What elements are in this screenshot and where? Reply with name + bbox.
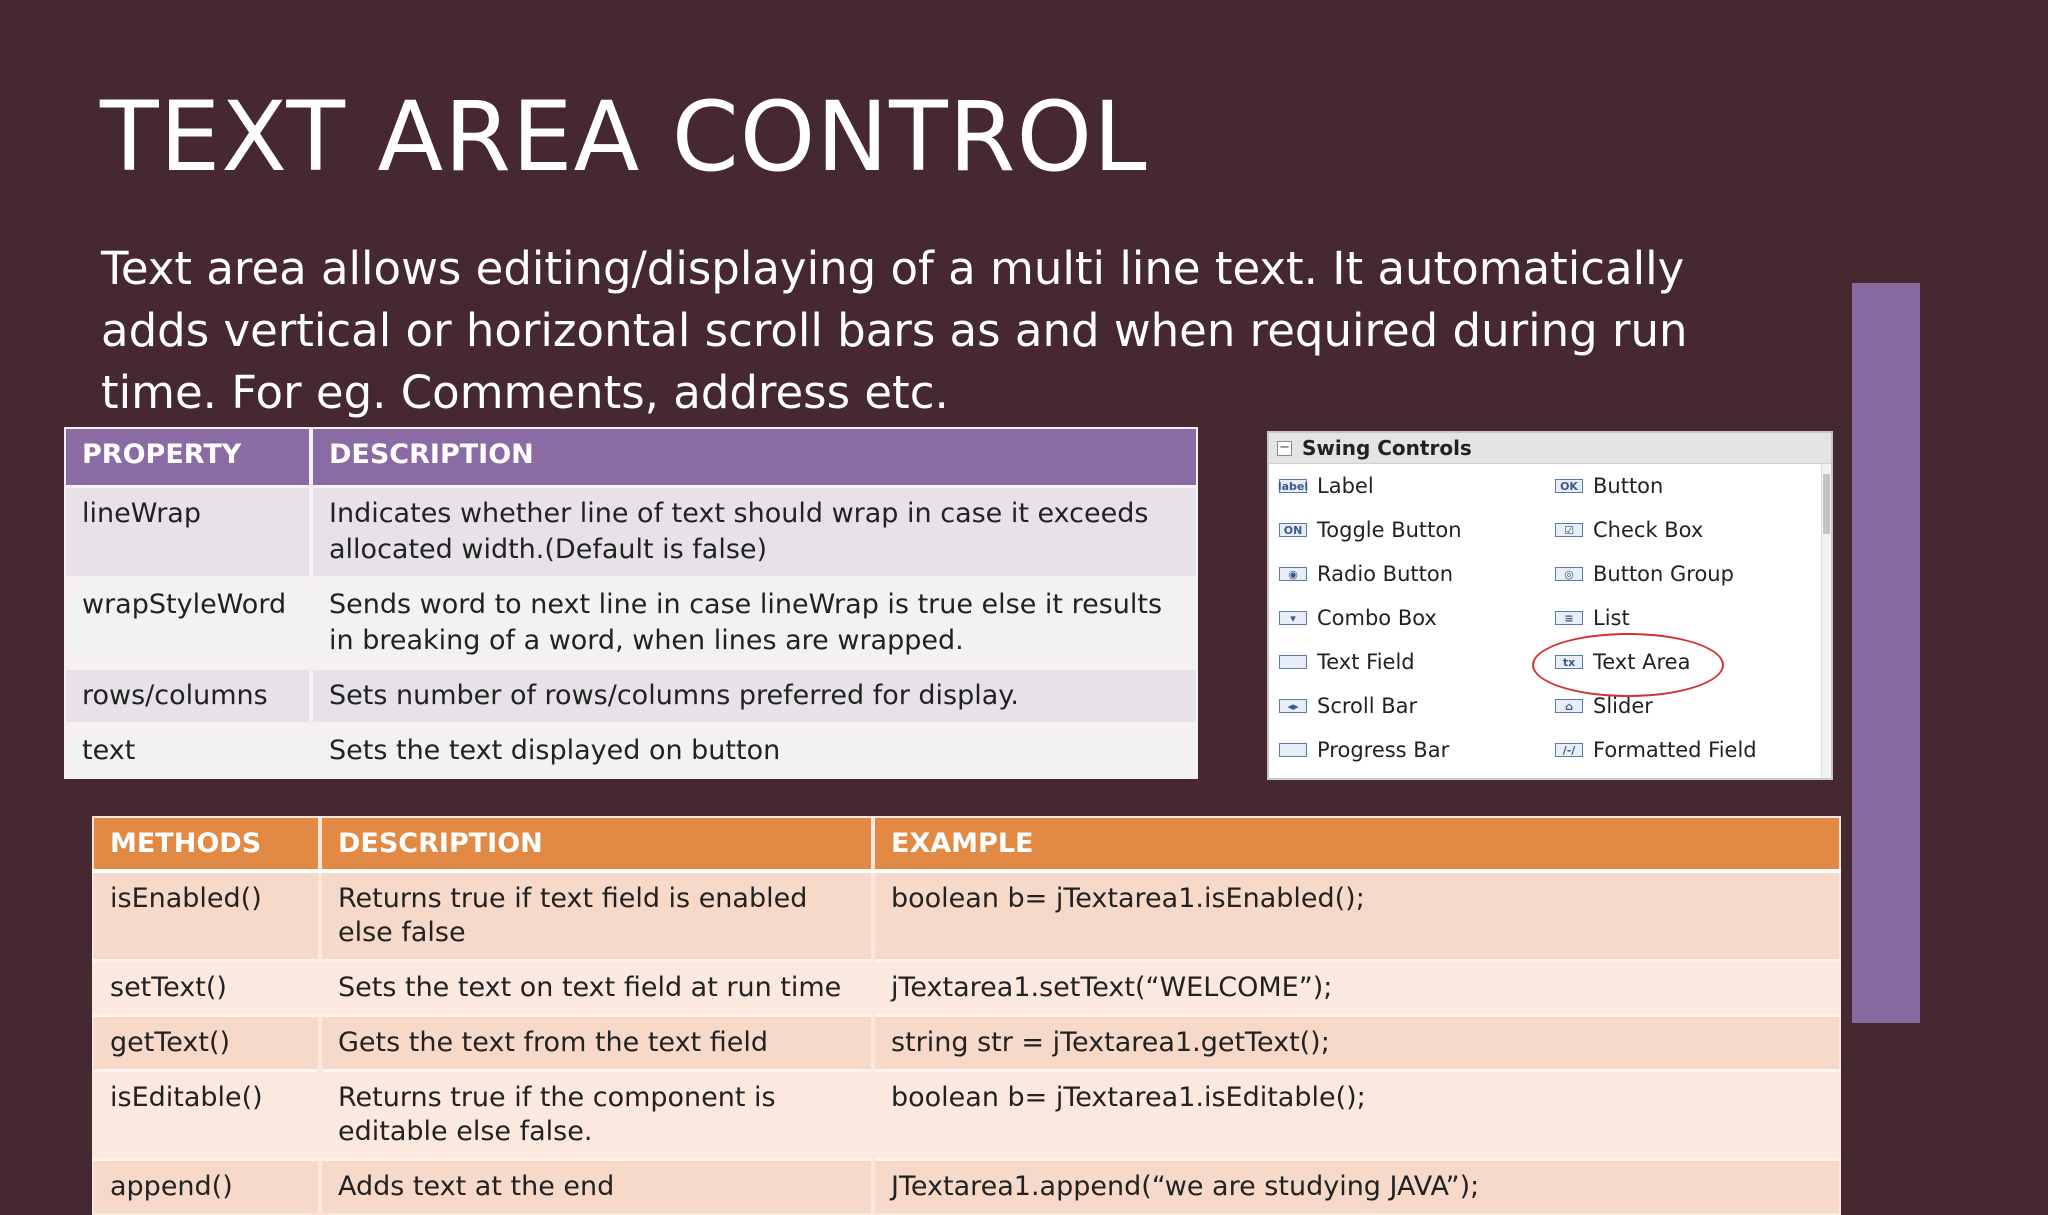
check-box-icon-glyph: ☑ (1555, 523, 1583, 537)
palette-item-label: Radio Button (1317, 562, 1454, 586)
property-description: Sets the text displayed on button (311, 724, 1197, 779)
palette-item-label: Scroll Bar (1317, 694, 1418, 718)
text-field-icon (1277, 651, 1309, 673)
table-row (93, 961, 1840, 1016)
palette-item-label: Check Box (1593, 518, 1704, 542)
method-description: Sets the text on text field at run time (320, 961, 873, 1016)
table-row (93, 1160, 1840, 1215)
description-column-header: DESCRIPTION (320, 817, 873, 871)
method-example: jTextarea1.setText(“WELCOME”); (873, 961, 1840, 1016)
table-row (65, 487, 1197, 578)
property-name: rows/columns (65, 669, 311, 724)
example-column-header: EXAMPLE (873, 817, 1840, 871)
radio-button-icon (1277, 563, 1309, 585)
slider-icon (1553, 695, 1585, 717)
property-name: lineWrap (65, 487, 311, 578)
property-description: Sets number of rows/columns preferred for display. (311, 669, 1197, 724)
properties-table (64, 427, 1198, 779)
radio-button-icon-glyph: ◉ (1279, 567, 1307, 581)
combo-box-icon (1277, 607, 1309, 629)
method-name: isEnabled() (93, 871, 320, 961)
method-example: string str = jTextarea1.getText(); (873, 1016, 1840, 1071)
label-icon (1277, 475, 1309, 497)
palette-item-text-field[interactable] (1269, 640, 1545, 684)
list-icon (1553, 607, 1585, 629)
accent-bar (1852, 283, 1920, 1023)
toggle-button-icon-glyph: ON (1279, 523, 1307, 537)
label-icon-glyph: label (1277, 479, 1309, 493)
palette-item-label: List (1593, 606, 1630, 630)
palette-item-label: Text Field (1317, 650, 1415, 674)
progress-bar-icon-glyph (1279, 743, 1307, 757)
palette-scrollbar[interactable] (1821, 464, 1831, 778)
slider-icon-glyph: ⌂ (1555, 699, 1583, 713)
scrollbar-thumb[interactable] (1823, 474, 1830, 534)
properties-header-row (65, 428, 1197, 487)
list-icon-glyph: ≡ (1555, 611, 1583, 625)
method-description: Returns true if the component is editable else false. (320, 1071, 873, 1160)
palette-item-radio-button[interactable] (1269, 552, 1545, 596)
table-row (65, 669, 1197, 724)
methods-column-header: METHODS (93, 817, 320, 871)
palette-header[interactable] (1269, 433, 1831, 464)
progress-bar-icon (1277, 739, 1309, 761)
property-description: Sends word to next line in case lineWrap is true else it results in breaking of a word, when lines are wrapped. (311, 578, 1197, 669)
method-name: isEditable() (93, 1071, 320, 1160)
palette-item-label: Label (1317, 474, 1374, 498)
palette-grid (1269, 464, 1831, 772)
palette-item-label: Button Group (1593, 562, 1734, 586)
property-column-header: PROPERTY (65, 428, 311, 487)
method-description: Returns true if text field is enabled else false (320, 871, 873, 961)
formatted-field-icon (1553, 739, 1585, 761)
table-row (93, 871, 1840, 961)
palette-item-toggle-button[interactable] (1269, 508, 1545, 552)
button-group-icon (1553, 563, 1585, 585)
scroll-bar-icon (1277, 695, 1309, 717)
text-field-icon-glyph (1279, 655, 1307, 669)
button-icon-glyph: OK (1555, 479, 1583, 493)
table-row (65, 578, 1197, 669)
text-area-icon-glyph: tx (1555, 655, 1583, 669)
method-description: Gets the text from the text field (320, 1016, 873, 1071)
method-name: append() (93, 1160, 320, 1215)
methods-table (92, 816, 1841, 1215)
property-name: text (65, 724, 311, 779)
palette-item-button-group[interactable] (1545, 552, 1821, 596)
palette-item-label: Progress Bar (1317, 738, 1450, 762)
method-example: boolean b= jTextarea1.isEditable(); (873, 1071, 1840, 1160)
toggle-button-icon (1277, 519, 1309, 541)
method-description: Adds text at the end (320, 1160, 873, 1215)
method-name: getText() (93, 1016, 320, 1071)
description-column-header: DESCRIPTION (311, 428, 1197, 487)
palette-title: Swing Controls (1302, 436, 1472, 460)
palette-item-scroll-bar[interactable] (1269, 684, 1545, 728)
palette-item-label: Text Area (1593, 650, 1691, 674)
table-row (93, 1071, 1840, 1160)
palette-item-list[interactable] (1545, 596, 1821, 640)
accent-notch (1843, 283, 1852, 958)
palette-item-label: Toggle Button (1317, 518, 1462, 542)
table-row (93, 1016, 1840, 1071)
palette-item-label: Formatted Field (1593, 738, 1757, 762)
text-area-highlight-ring (1532, 633, 1724, 697)
palette-item-formatted-field[interactable] (1545, 728, 1821, 772)
slide-title: TEXT AREA CONTROL (100, 81, 1148, 193)
swing-controls-palette (1267, 431, 1833, 780)
collapse-icon[interactable]: − (1277, 441, 1292, 456)
combo-box-icon-glyph: ▾ (1279, 611, 1307, 625)
slide-intro: Text area allows editing/displaying of a multi line text. It automatically adds vertical or horizontal scroll bars as and when required during run time. For eg. Comments, address etc. (101, 242, 1688, 419)
palette-item-label: Slider (1593, 694, 1653, 718)
palette-item-check-box[interactable] (1545, 508, 1821, 552)
table-row (65, 724, 1197, 779)
button-group-icon-glyph: ◎ (1555, 567, 1583, 581)
property-name: wrapStyleWord (65, 578, 311, 669)
check-box-icon (1553, 519, 1585, 541)
palette-item-label: Button (1593, 474, 1664, 498)
palette-item-label: Combo Box (1317, 606, 1437, 630)
palette-item-combo-box[interactable] (1269, 596, 1545, 640)
method-example: boolean b= jTextarea1.isEnabled(); (873, 871, 1840, 961)
property-description: Indicates whether line of text should wrap in case it exceeds allocated width.(Default is false) (311, 487, 1197, 578)
button-icon (1553, 475, 1585, 497)
formatted-field-icon-glyph: /-/ (1555, 743, 1583, 757)
palette-item-button[interactable] (1545, 464, 1821, 508)
scroll-bar-icon-glyph: ◂▸ (1279, 699, 1307, 713)
palette-item-progress-bar[interactable] (1269, 728, 1545, 772)
method-name: setText() (93, 961, 320, 1016)
method-example: JTextarea1.append(“we are studying JAVA”); (873, 1160, 1840, 1215)
methods-header-row (93, 817, 1840, 871)
palette-item-label[interactable] (1269, 464, 1545, 508)
